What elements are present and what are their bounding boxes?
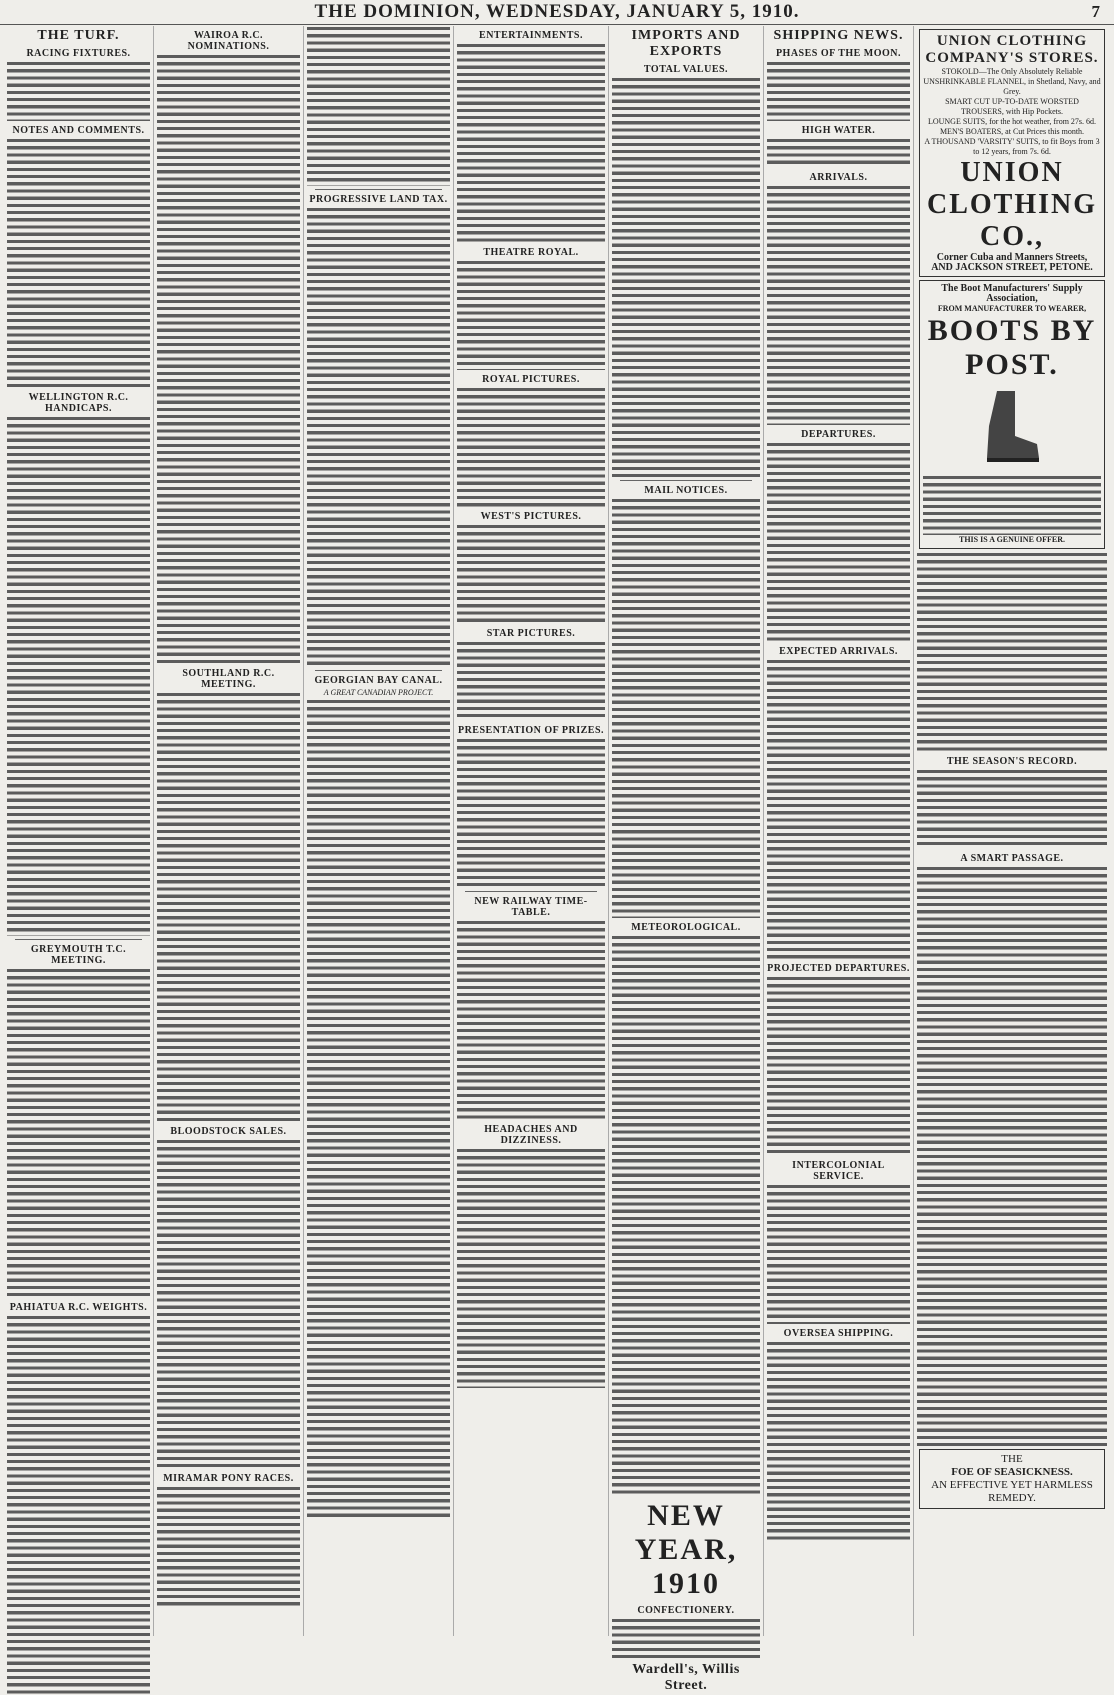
seasickness-ad: [919, 1449, 1105, 1509]
column-advertisements: [914, 26, 1110, 1636]
ad-line: AN EFFECTIVE YET HARMLESS REMEDY.: [931, 1479, 1093, 1504]
ad-line: FOE OF SEASICKNESS.: [951, 1466, 1073, 1478]
column-entertainments: [454, 26, 609, 1636]
sub-heading: PROGRESSIVE LAND TAX.: [309, 194, 448, 205]
sub-heading: METEOROLOGICAL.: [631, 922, 741, 933]
ad-address-2: AND JACKSON STREET, PETONE.: [931, 262, 1093, 273]
ad-footer: THIS IS A GENUINE OFFER.: [958, 535, 1066, 544]
column-imports-exports: [609, 26, 764, 1693]
sub-heading: NOTES AND COMMENTS.: [12, 125, 145, 136]
column-land-tax: [304, 26, 454, 1636]
ad-line: MEN'S BOATERS, at Cut Prices this month.: [939, 127, 1085, 136]
sub-heading: EXPECTED ARRIVALS.: [779, 646, 898, 657]
ad-line: STOKOLD—The Only Absolutely Reliable UNSHRINKABLE FLANNEL, in Shetland, Navy, and Grey.: [923, 67, 1101, 96]
column-turf: [4, 26, 154, 1636]
sub-heading: A SMART PASSAGE.: [960, 853, 1064, 864]
ad-company-name: UNION CLOTHING CO.,: [926, 157, 1098, 252]
ad-title: The Boot Manufacturers' Supply Association,: [941, 283, 1083, 304]
sub-heading: INTERCOLONIAL SERVICE.: [792, 1160, 885, 1182]
sub-heading: WEST'S PICTURES.: [480, 511, 582, 522]
sub-heading: PHASES OF THE MOON.: [775, 48, 902, 59]
boots-ad: [919, 280, 1105, 549]
sub-heading: STAR PICTURES.: [486, 628, 576, 639]
section-heading: SHIPPING NEWS.: [773, 28, 904, 43]
sub-heading: PROJECTED DEPARTURES.: [767, 963, 910, 974]
sub-heading: PRESENTATION OF PRIZES.: [457, 725, 605, 736]
sub-heading: HEADACHES AND DIZZINESS.: [484, 1124, 578, 1146]
new-year-ad: NEW YEAR, 1910: [634, 1499, 738, 1600]
sub-heading: TOTAL VALUES.: [643, 64, 729, 75]
ad-line: SMART CUT UP-TO-DATE WORSTED TROUSERS, with Hip Pockets.: [945, 97, 1079, 116]
sub-heading: MAIL NOTICES.: [644, 485, 728, 496]
section-heading: IMPORTS AND EXPORTS: [631, 28, 741, 59]
sub-heading: SOUTHLAND R.C. MEETING.: [182, 668, 275, 690]
ad-line: LOUNGE SUITS, for the hot weather, from 27s. 6d.: [927, 117, 1097, 126]
page-number: 7: [1091, 2, 1100, 21]
sub-heading: THEATRE ROYAL.: [483, 247, 579, 258]
sub-heading: NEW RAILWAY TIME-TABLE.: [474, 896, 588, 918]
sub-heading: RACING FIXTURES.: [26, 48, 131, 59]
confectionery-heading: CONFECTIONERY.: [637, 1605, 735, 1616]
masthead: [0, 0, 1114, 25]
boot-icon: [977, 386, 1047, 466]
sub-heading: ROYAL PICTURES.: [482, 374, 580, 385]
sub-heading: THE SEASON'S RECORD.: [946, 756, 1078, 767]
union-clothing-ad: [919, 29, 1105, 277]
wardell-ad: Wardell's, Willis Street.: [632, 1662, 740, 1693]
sub-heading: PAHIATUA R.C. WEIGHTS.: [9, 1302, 148, 1313]
sub-heading: ENTERTAINMENTS.: [479, 30, 583, 41]
column-nominations: [154, 26, 304, 1636]
sub-heading: GEORGIAN BAY CANAL.: [314, 675, 443, 686]
ad-subtitle: FROM MANUFACTURER TO WEARER,: [937, 304, 1087, 313]
sub-heading: MIRAMAR PONY RACES.: [163, 1473, 294, 1484]
sub-heading: BLOODSTOCK SALES.: [170, 1126, 287, 1137]
ad-address: Corner Cuba and Manners Streets,: [936, 252, 1088, 263]
sub-caption: A GREAT CANADIAN PROJECT.: [323, 688, 434, 697]
sub-heading: WELLINGTON R.C. HANDICAPS.: [28, 392, 129, 414]
section-heading: THE TURF.: [37, 28, 120, 43]
sub-heading: OVERSEA SHIPPING.: [783, 1328, 894, 1339]
sub-heading: ARRIVALS.: [809, 172, 868, 183]
ad-line: A THOUSAND 'VARSITY' SUITS, to fit Boys from 3 to 12 years, from 7s. 6d.: [924, 137, 1100, 156]
sub-heading: HIGH WATER.: [801, 125, 876, 136]
sub-heading: DEPARTURES.: [801, 429, 876, 440]
column-shipping: [764, 26, 914, 1636]
ad-title: UNION CLOTHING COMPANY'S STORES.: [925, 33, 1099, 66]
ad-line: THE: [1001, 1453, 1023, 1465]
sub-heading: GREYMOUTH T.C. MEETING.: [30, 944, 127, 966]
boots-by-post: BOOTS BY POST.: [927, 314, 1097, 381]
sub-heading: WAIROA R.C. NOMINATIONS.: [187, 30, 270, 52]
masthead-title: THE DOMINION, WEDNESDAY, JANUARY 5, 1910.: [314, 1, 800, 22]
